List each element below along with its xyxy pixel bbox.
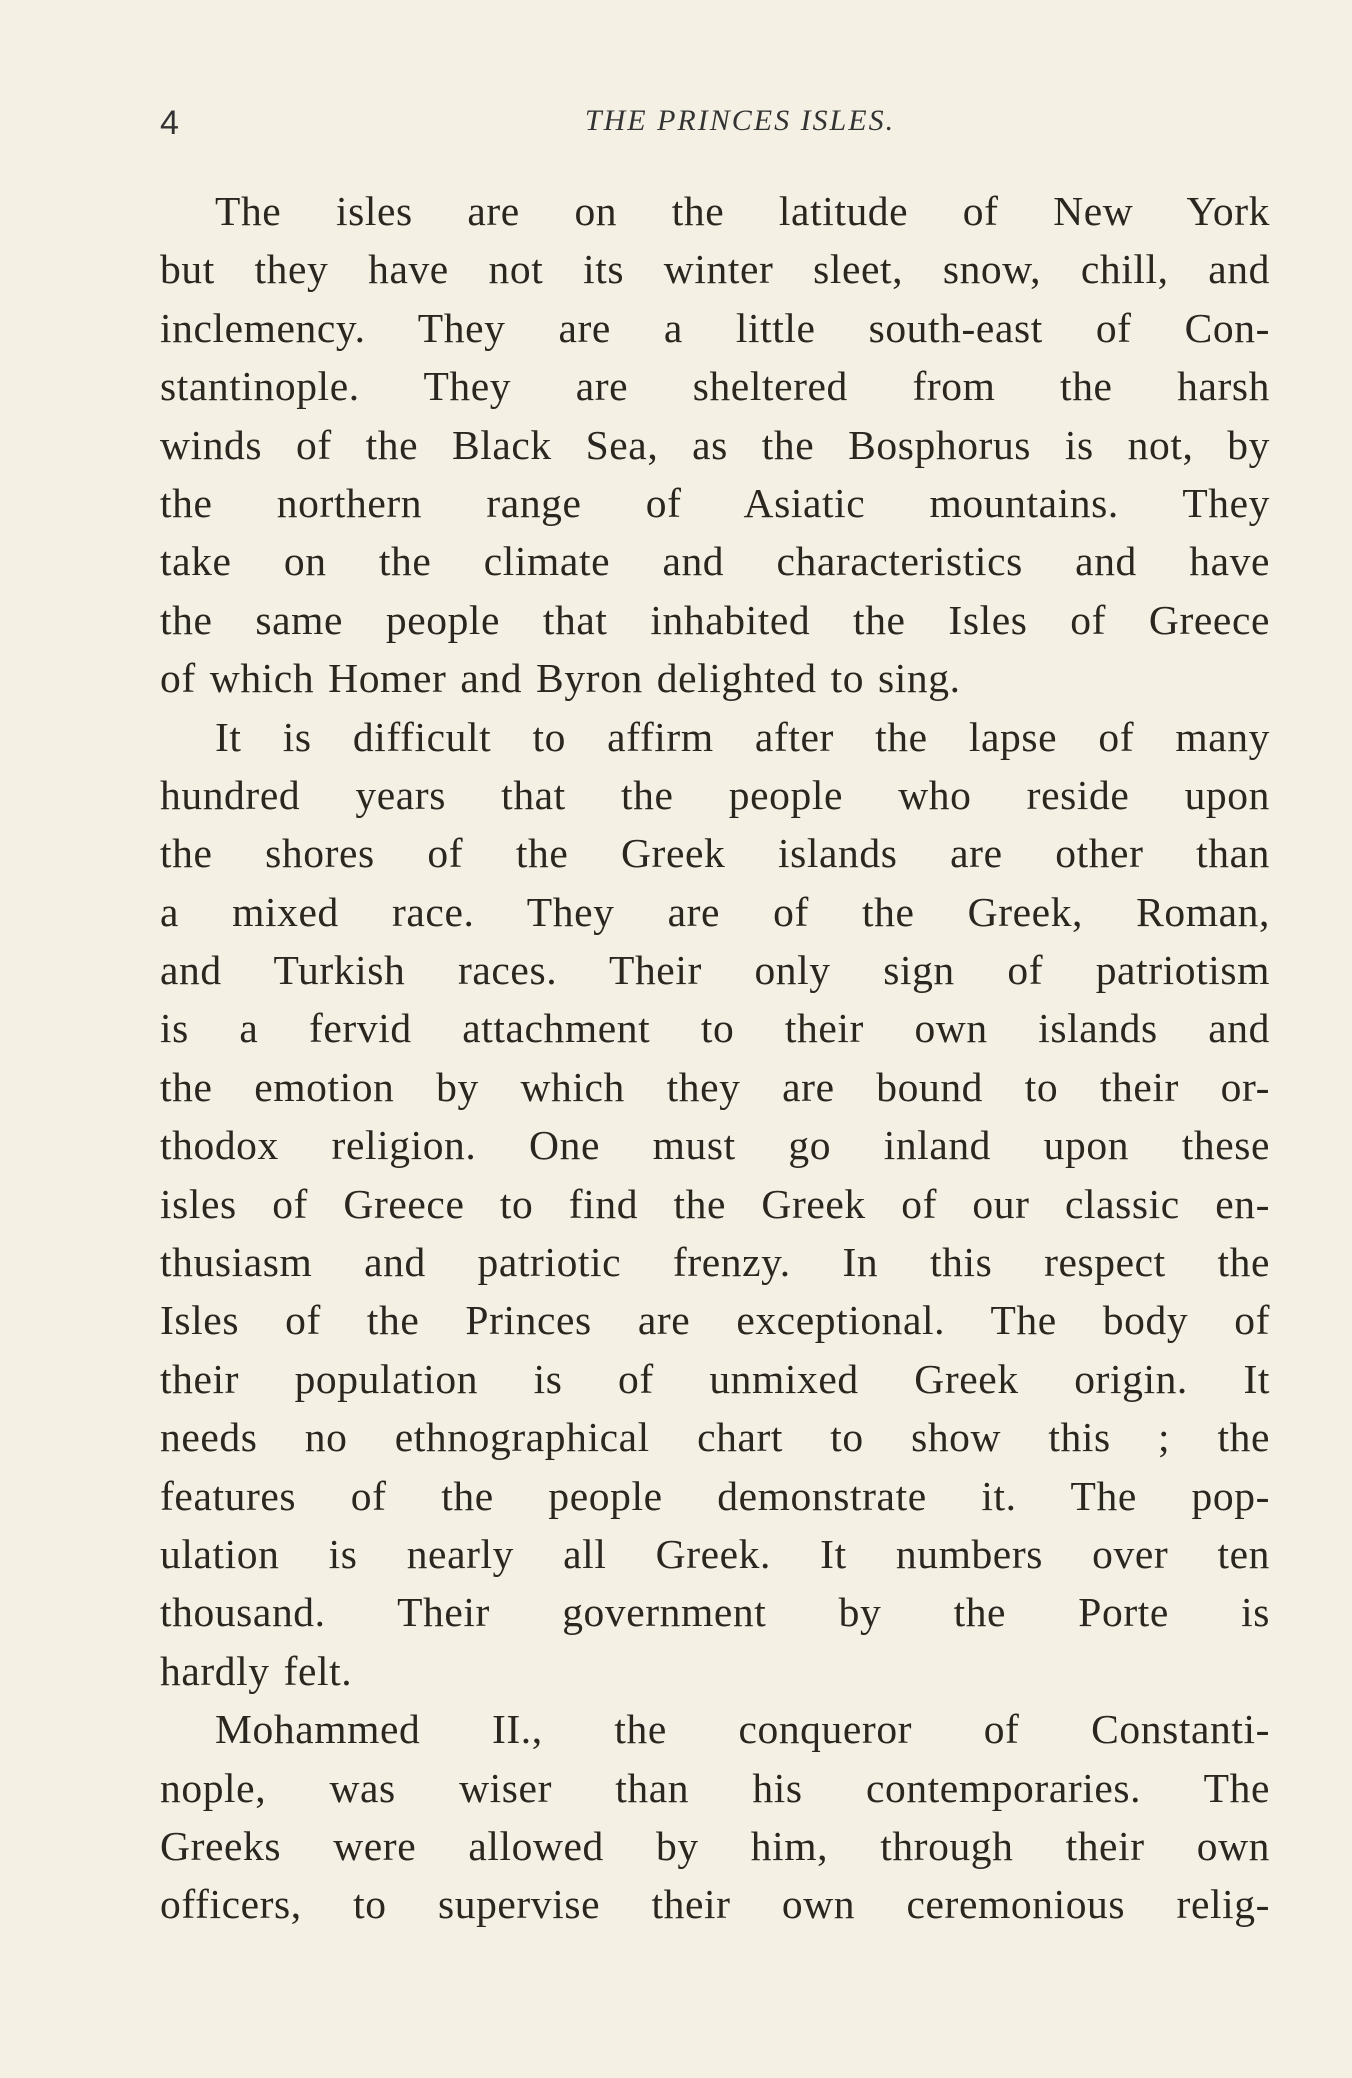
text-line: Isles of the Princes are exceptional. The body of — [160, 1297, 1270, 1344]
text-line: the same people that inhabited the Isles of Greece — [160, 596, 1270, 643]
running-title: THE PRINCES ISLES. — [584, 104, 896, 137]
text-line: needs no ethnographical chart to show this ; the — [160, 1414, 1270, 1461]
text-line: their population is of unmixed Greek origin. It — [160, 1355, 1270, 1402]
text-line: the emotion by which they are bound to their or- — [160, 1063, 1270, 1110]
text-line: of which Homer and Byron delighted to sing. — [160, 655, 961, 702]
text-line: the shores of the Greek islands are other than — [160, 830, 1270, 877]
text-line: take on the climate and characteristics and have — [160, 538, 1270, 585]
text-line: Greeks were allowed by him, through their own — [160, 1822, 1270, 1869]
page-number: 4 — [160, 104, 179, 142]
text-line: isles of Greece to find the Greek of our classic en- — [160, 1180, 1270, 1227]
text-line: and Turkish races. Their only sign of patriotism — [160, 947, 1270, 994]
text-line: thusiasm and patriotic frenzy. In this respect the — [160, 1239, 1270, 1286]
text-line: a mixed race. They are of the Greek, Roman, — [160, 888, 1270, 935]
text-line: thousand. Their government by the Porte is — [160, 1589, 1270, 1636]
text-line: nople, was wiser than his contemporaries. The — [160, 1764, 1270, 1811]
text-line: is a fervid attachment to their own islands and — [160, 1005, 1270, 1052]
text-line: the northern range of Asiatic mountains. They — [160, 479, 1270, 526]
text-line: thodox religion. One must go inland upon these — [160, 1122, 1270, 1169]
text-line: winds of the Black Sea, as the Bosphorus is not, by — [160, 421, 1270, 468]
text-line: Mohammed II., the conqueror of Constanti- — [215, 1706, 1270, 1753]
text-line: inclemency. They are a little south-east of Con- — [160, 304, 1270, 351]
text-line: officers, to supervise their own ceremonious relig- — [160, 1881, 1270, 1928]
text-line: but they have not its winter sleet, snow, chill, and — [160, 246, 1270, 293]
text-line: hundred years that the people who reside upon — [160, 771, 1270, 818]
text-line: features of the people demonstrate it. The pop- — [160, 1472, 1270, 1519]
text-line: hardly felt. — [160, 1647, 353, 1694]
text-line: It is difficult to affirm after the lapse of many — [215, 713, 1270, 760]
text-line: The isles are on the latitude of New York — [215, 188, 1270, 234]
body-text — [160, 182, 1270, 1934]
text-line: ulation is nearly all Greek. It numbers over ten — [160, 1530, 1270, 1577]
text-line: stantinople. They are sheltered from the harsh — [160, 363, 1270, 410]
page-header — [150, 100, 1270, 150]
